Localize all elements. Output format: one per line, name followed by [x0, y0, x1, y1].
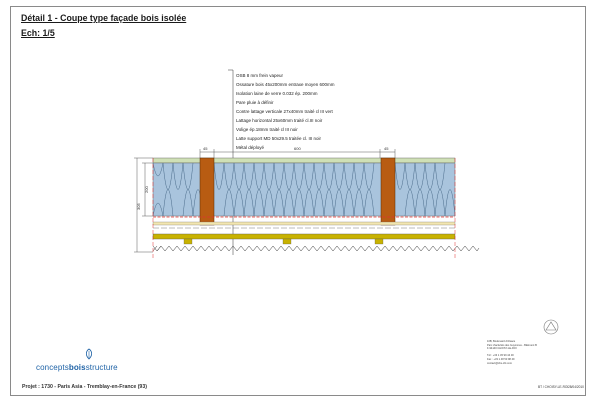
stamp-line: 10B, Boulevard d'Alsace: [487, 340, 516, 343]
legend-line: Contre lattage verticale 27x40mm traité cl III vert: [236, 109, 333, 114]
left-dimension: [134, 158, 153, 252]
dim-spacing: 600: [294, 146, 301, 151]
legend-line: Pare pluie à définir: [236, 100, 274, 105]
logo-suffix: structure: [85, 363, 118, 372]
stamp-line: contact@cbs-cbt.com: [487, 361, 512, 365]
leaf-icon: [83, 348, 95, 360]
counter-batten-strip: [153, 222, 455, 225]
dim-insulation: 200: [144, 186, 149, 193]
wood-stud-right: [381, 158, 395, 225]
support-lath: [375, 239, 383, 244]
stamp-logo-icon: [538, 318, 564, 336]
legend-line: OSB 8 mm frein vapeur: [236, 73, 284, 78]
stamp-line: Parc d'activités des Guyonnes - Bâtiment B: [487, 343, 537, 347]
detail-title: Détail 1 - Coupe type façade bois isolée: [21, 13, 187, 23]
company-logo: [36, 363, 118, 372]
osb-board: [153, 158, 455, 163]
stamp-ref: BT / CHOISY-LE-ROI: [538, 385, 569, 389]
logo-bold: bois: [68, 363, 86, 372]
project-label: Projet : 1730 - Paris Asia - Tremblay-en-France (93): [22, 384, 147, 390]
legend-line: Métal déployé: [236, 145, 265, 150]
legend-line: Isolation laine de verre 0.032 ép. 200mm: [236, 91, 318, 96]
company-stamp: [487, 340, 583, 365]
scale-label: Ech: 1/5: [21, 28, 55, 38]
stamp-line: Fax : +33 1 48 53 98 49: [487, 357, 515, 361]
legend-line: Lattage horizontal 25x60mm traité cl.III noir: [236, 118, 323, 123]
dim-stud-right: 45: [384, 146, 389, 151]
support-lath: [283, 239, 291, 244]
drawing-date: 28/04/2010: [568, 385, 584, 389]
stamp-line: Tél : +33 1 45 99 44 30: [487, 354, 514, 358]
dim-stud-left: 45: [203, 146, 208, 151]
wood-stud-left: [200, 158, 214, 225]
legend-line: Latte support MD 50x29.5 traitée cl. III noir: [236, 136, 322, 141]
expanded-metal: [153, 246, 479, 251]
legend-line: Ossature bois 45x200mm entraxe moyen 600mm: [236, 82, 335, 87]
dim-total: 305: [136, 203, 141, 210]
support-lath: [184, 239, 192, 244]
horizontal-batten: [153, 234, 455, 239]
top-dimension: [200, 146, 395, 158]
legend: [236, 73, 335, 150]
logo-prefix: concepts: [36, 363, 69, 372]
legend-line: Volige ép.18mm traité cl III noir: [236, 127, 298, 132]
stamp-line: F-94140 CHOISY-LE-ROI: [487, 347, 517, 351]
